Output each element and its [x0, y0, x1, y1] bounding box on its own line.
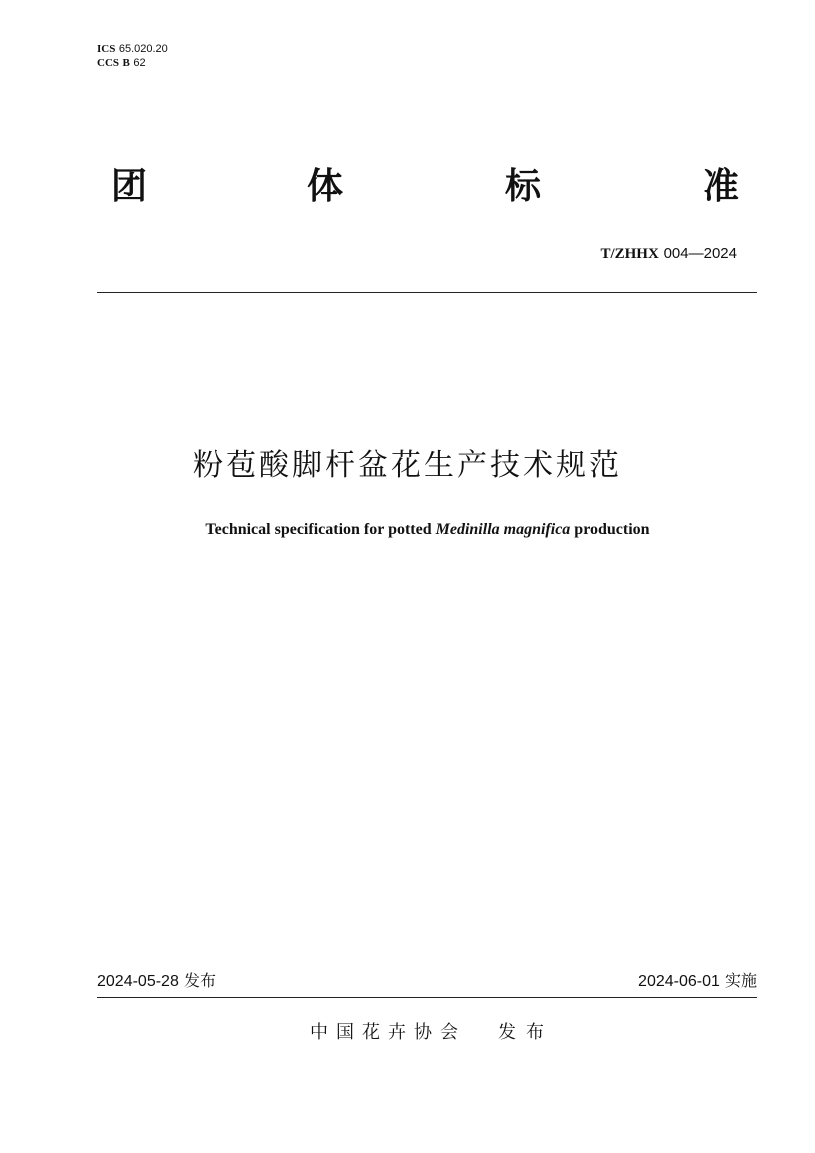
ics-label: ICS [97, 43, 116, 55]
classification-codes [97, 42, 168, 70]
publish-date: 2024-05-28 [97, 973, 179, 990]
standard-type-char: 标 [505, 166, 542, 207]
implement-date: 2024-06-01 [638, 973, 720, 990]
publish-label: 发布 [183, 971, 216, 990]
ccs-value: 62 [133, 57, 146, 69]
standard-number [600, 243, 737, 264]
publish-date-line [97, 970, 216, 993]
issuing-organization: 中国花卉协会 [310, 1022, 466, 1043]
implement-label: 实施 [724, 971, 757, 990]
ics-code [97, 42, 168, 56]
title-english-species: Medinilla magnifica [435, 521, 571, 538]
standard-number-value: 004—2024 [663, 245, 737, 262]
title-chinese: 粉苞酸脚杆盆花生产技术规范 [193, 448, 622, 483]
bottom-divider [97, 997, 757, 998]
issuing-action: 发布 [498, 1022, 554, 1043]
implement-date-line [638, 970, 757, 993]
top-divider [97, 292, 757, 293]
title-english-before: Technical specification for potted [205, 521, 432, 538]
title-english [0, 519, 815, 541]
standard-type-char: 体 [307, 166, 344, 207]
standard-number-prefix: T/ZHHX [600, 246, 659, 262]
standard-type-char: 团 [111, 166, 148, 207]
ics-value: 65.020.20 [118, 43, 168, 55]
standard-type-char: 准 [703, 166, 740, 207]
ccs-code [97, 56, 168, 70]
ccs-prefix: B [122, 57, 130, 69]
ccs-label: CCS [97, 57, 120, 69]
title-english-after: production [574, 521, 650, 538]
